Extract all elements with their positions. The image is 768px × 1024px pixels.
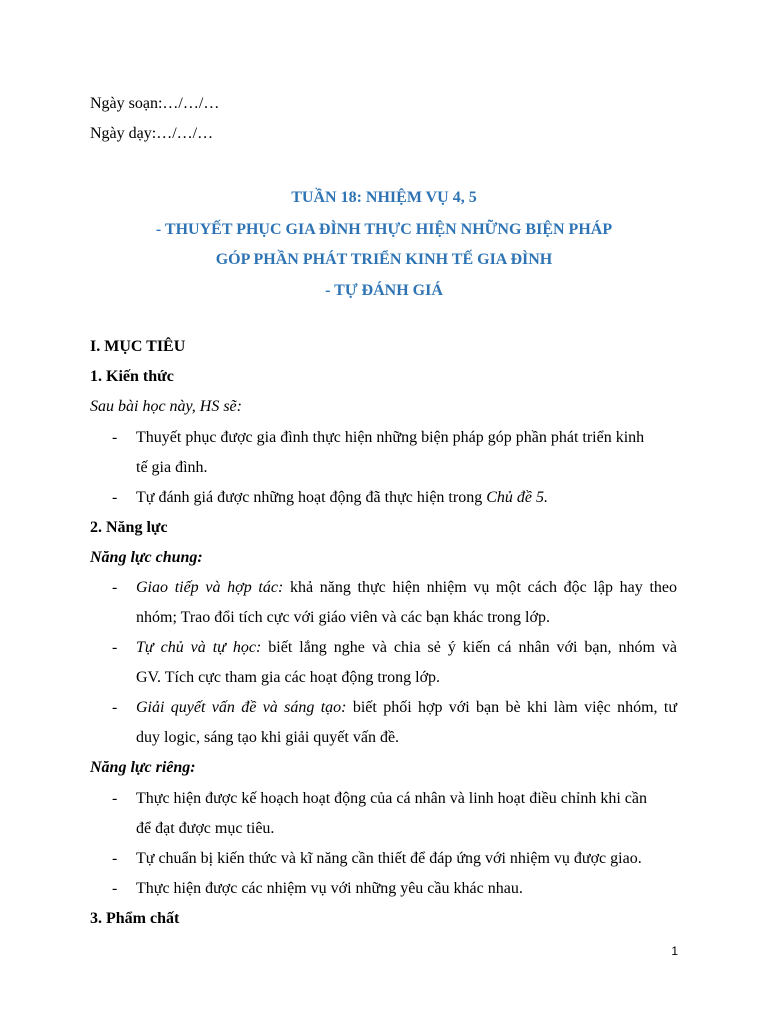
ngay-soan: Ngày soạn:…/…/… xyxy=(90,95,220,112)
bullet-kien-thuc-2-italic: Chủ đề 5. xyxy=(486,489,548,506)
bullet-dash: - xyxy=(112,489,118,506)
bullet-chung-2-lead: Tự chủ và tự học: xyxy=(136,639,262,656)
subheading-nang-luc: 2. Năng lực xyxy=(90,519,168,536)
bullet-dash: - xyxy=(112,579,118,596)
bullet-kien-thuc-2-text: Tự đánh giá được những hoạt động đã thực hiện trong xyxy=(136,489,487,506)
bullet-rieng-3: Thực hiện được các nhiệm vụ với những yêu cầu khác nhau. xyxy=(136,880,523,897)
bullet-dash: - xyxy=(112,639,118,656)
ngay-day: Ngày dạy:…/…/… xyxy=(90,125,214,142)
bullet-chung-1-rest: khả năng thực hiện nhiệm vụ một cách độc lập hay theo xyxy=(283,579,677,596)
label-nang-luc-chung: Năng lực chung: xyxy=(90,549,203,566)
bullet-dash: - xyxy=(112,699,118,716)
bullet-kien-thuc-1-line-1: Thuyết phục được gia đình thực hiện những biện pháp góp phần phát triển kinh xyxy=(136,429,645,446)
bullet-chung-3-line-2: duy logic, sáng tạo khi giải quyết vấn đề. xyxy=(136,729,400,746)
bullet-dash: - xyxy=(112,880,118,897)
bullet-dash: - xyxy=(112,790,118,807)
subheading-kien-thuc: 1. Kiến thức xyxy=(90,368,174,385)
bullet-rieng-1-line-2: để đạt được mục tiêu. xyxy=(136,820,275,837)
bullet-dash: - xyxy=(112,429,118,446)
bullet-rieng-2: Tự chuẩn bị kiến thức và kĩ năng cần thiết để đáp ứng với nhiệm vụ được giao. xyxy=(136,850,642,867)
title-line-3: GÓP PHẦN PHÁT TRIỂN KINH TẾ GIA ĐÌNH xyxy=(215,251,553,268)
subheading-pham-chat: 3. Phẩm chất xyxy=(90,910,180,927)
bullet-chung-2-line-2: GV. Tích cực tham gia các hoạt động trong lớp. xyxy=(136,669,441,686)
bullet-chung-2-rest: biết lắng nghe và chia sẻ ý kiến cá nhân với bạn, nhóm và xyxy=(261,639,677,656)
bullet-dash: - xyxy=(112,850,118,867)
bullet-rieng-1-line-1: Thực hiện được kế hoạch hoạt động của cá nhân và linh hoạt điều chỉnh khi cần xyxy=(136,790,647,807)
bullet-chung-1-lead: Giao tiếp và hợp tác: xyxy=(136,579,284,596)
bullet-chung-2-line-1 xyxy=(136,638,677,658)
bullet-chung-3-rest: biết phối hợp với bạn bè khi làm việc nhóm, tư xyxy=(346,699,677,716)
section-heading-muc-tieu: I. MỤC TIÊU xyxy=(90,338,186,355)
title-line-2: - THUYẾT PHỤC GIA ĐÌNH THỰC HIỆN NHỮNG BIỆN PHÁP xyxy=(155,221,613,238)
bullet-chung-1-line-2: nhóm; Trao đổi tích cực với giáo viên và các bạn khác trong lớp. xyxy=(136,609,550,626)
page-number: 1 xyxy=(671,944,678,958)
label-nang-luc-rieng: Năng lực riêng: xyxy=(90,759,196,776)
bullet-kien-thuc-1-line-2: tế gia đình. xyxy=(136,459,208,476)
title-line-4: - TỰ ĐÁNH GIÁ xyxy=(325,282,443,299)
bullet-chung-3-lead: Giải quyết vấn đề và sáng tạo: xyxy=(136,699,347,716)
title-line-1: TUẦN 18: NHIỆM VỤ 4, 5 xyxy=(291,189,477,206)
bullet-chung-3-line-1 xyxy=(136,698,677,718)
intro-text: Sau bài học này, HS sẽ: xyxy=(90,398,242,415)
bullet-kien-thuc-2 xyxy=(136,488,677,508)
bullet-chung-1-line-1 xyxy=(136,578,677,598)
